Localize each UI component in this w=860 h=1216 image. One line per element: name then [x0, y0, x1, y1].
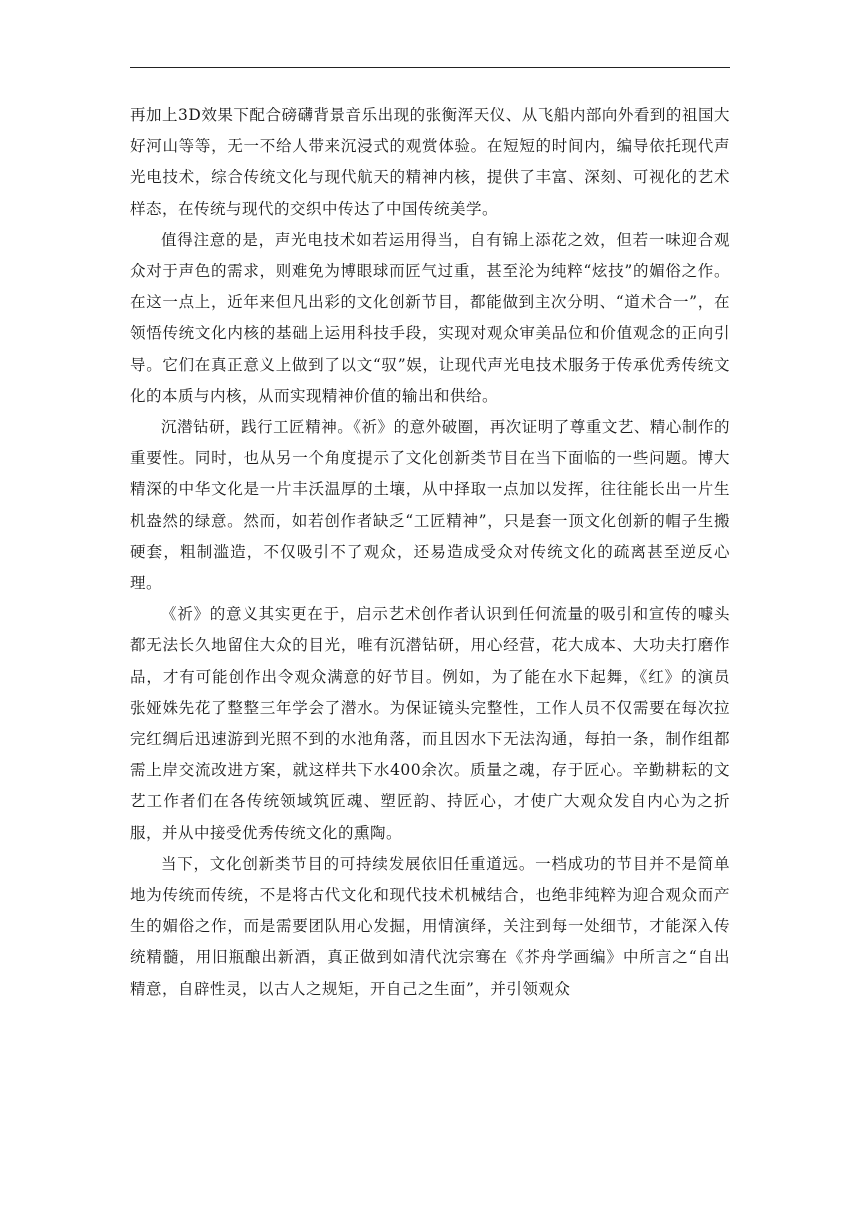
header-rule [130, 67, 730, 68]
paragraph-3: 沉潜钻研，践行工匠精神。《祈》的意外破圈，再次证明了尊重文艺、精心制作的重要性。同时，也从另一个角度提示了文化创新类节目在当下面临的一些问题。博大精深的中华文化是一片丰沃温厚的土壤，从中择取一点加以发挥，往往能长出一片生机盎然的绿意。然而，如若创作者缺乏“工匠精神”，只是套一顶文化创新的帽子生搬硬套，粗制滥造，不仅吸引不了观众，还易造成受众对传统文化的疏离甚至逆反心理。 [130, 418, 730, 593]
paragraph-4: 《祈》的意义其实更在于，启示艺术创作者认识到任何流量的吸引和宣传的噱头都无法长久地留住大众的目光，唯有沉潜钻研，用心经营，花大成本、大功夫打磨作品，才有可能创作出令观众满意的好节目。例如，为了能在水下起舞，《红》的演员张娅姝先花了整整三年学会了潜水。为保证镜头完整性，工作人员不仅需要在每次拉完红绸后迅速游到光照不到的水池角落，而且因水下无法沟通，每拍一条，制作组都需上岸交流改进方案，就这样共下水400余次。质量之魂，存于匠心。辛勤耕耘的文艺工作者们在各传统领域筑匠魂、塑匠韵、持匠心，才使广大观众发自内心为之折服，并从中接受优秀传统文化的熏陶。 [130, 605, 730, 842]
article-body [130, 100, 730, 1005]
paragraph-2: 值得注意的是，声光电技术如若运用得当，自有锦上添花之效，但若一味迎合观众对于声色的需求，则难免为博眼球而匠气过重，甚至沦为纯粹“炫技”的媚俗之作。在这一点上，近年来但凡出彩的文化创新节目，都能做到主次分明、“道术合一”，在领悟传统文化内核的基础上运用科技手段，实现对观众审美品位和价值观念的正向引导。它们在真正意义上做到了以文“驭”娱，让现代声光电技术服务于传承优秀传统文化的本质与内核，从而实现精神价值的输出和供给。 [130, 230, 730, 405]
paragraph-1: 再加上3D效果下配合磅礴背景音乐出现的张衡浑天仪、从飞船内部向外看到的祖国大好河山等等，无一不给人带来沉浸式的观赏体验。在短短的时间内，编导依托现代声光电技术，综合传统文化与现代航天的精神内核，提供了丰富、深刻、可视化的艺术样态，在传统与现代的交织中传达了中国传统美学。 [130, 106, 730, 218]
paragraph-5: 当下，文化创新类节目的可持续发展依旧任重道远。一档成功的节目并不是简单地为传统而传统，不是将古代文化和现代技术机械结合，也绝非纯粹为迎合观众而产生的媚俗之作，而是需要团队用心发掘，用情演绎，关注到每一处细节，才能深入传统精髓，用旧瓶酿出新酒，真正做到如清代沈宗骞在《芥舟学画编》中所言之“自出精意，自辟性灵，以古人之规矩，开自己之生面”，并引领观众 [130, 854, 730, 998]
